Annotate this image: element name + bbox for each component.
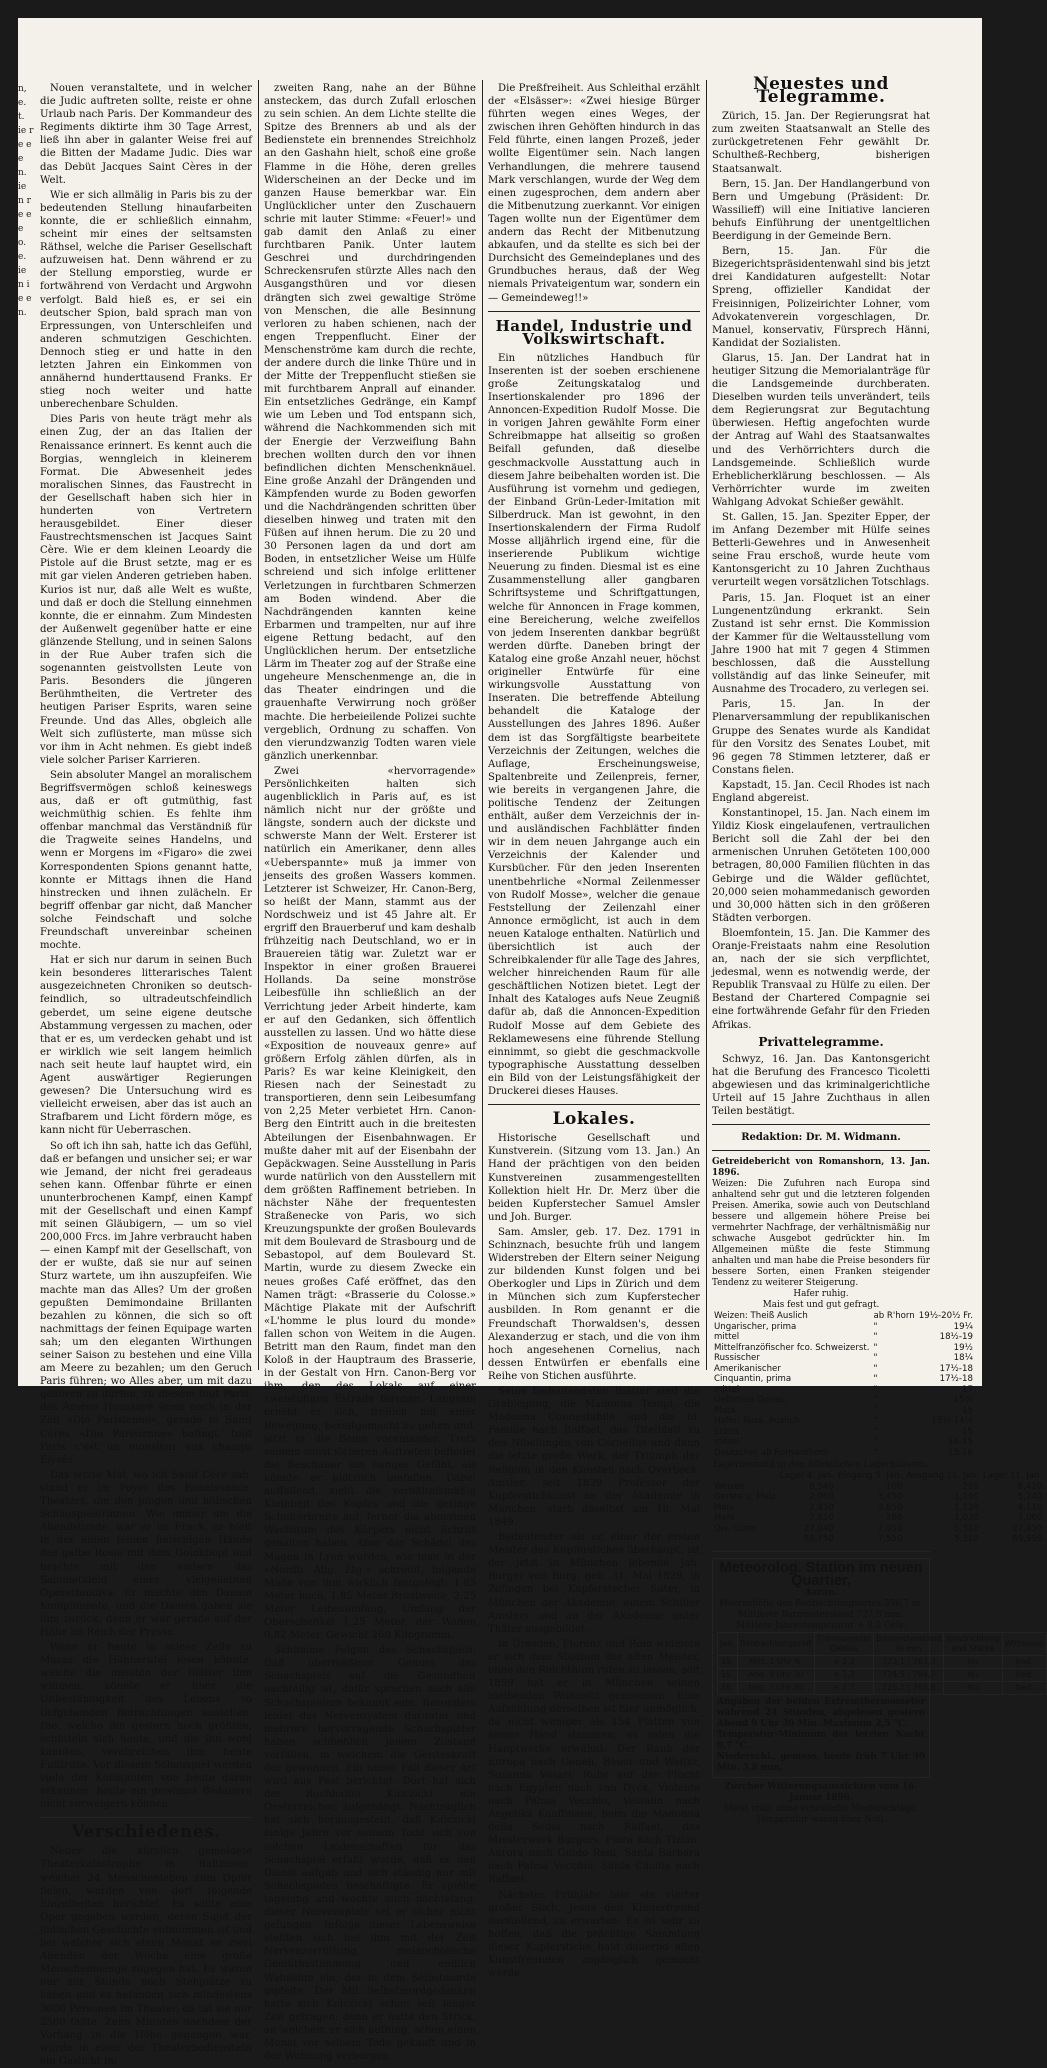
article-paragraph: Sam. Amsler, geb. 17. Dez. 1791 in Schinznach, besuchte früh und langem Widerstreben der Eltern seiner Neigung zur bildenden Kunst folgen und bei Oberkogler und Lips in Zürich und dem in München sich zum Kupferstecher ausbilden. In Rom genannt er die Freundschaft Thorwaldsen's, dessen Alexanderzug er stach, und die von ihm hoch angesehenen Cornelius, nach dessen Entwürfen er ebenfalls eine Reihe von Stichen ausführte. bbox=[488, 1226, 700, 1382]
lager-title: Lagerbestand in den öffentlichen Lagerhäusern. bbox=[713, 1460, 929, 1471]
table-cell: 725,1 | 765,8 bbox=[874, 1682, 944, 1695]
grain-location: " bbox=[873, 1405, 878, 1416]
table-row bbox=[712, 1364, 975, 1375]
table-row bbox=[712, 1482, 1044, 1493]
grain-price: 15-16 bbox=[947, 1447, 973, 1458]
grain-location: " bbox=[873, 1395, 878, 1406]
table-cell: Div. Güter bbox=[714, 1523, 758, 1534]
column-4 bbox=[712, 74, 1045, 1825]
article-paragraph: In Dresden, Florenz und Rom widmete er sich dem Studium der alten Meister, ohne den Reichthum rufen zu lassen, seit 1859 hat er in München seinen bleibenden Wohnsitz genommen. Eine Aufzählung derselben ist hier unmöglich, da nicht weniger als 154 Platten von seiner Hand stammen; es seien die Hauptwerke erwähnt: Der Raub der Europa nach Geneli, Bauer und Walter, Susanna Vasari, Ruhe auf der Flucht nach Egypten nach van Dyck, Violante nach Palma Vecchio, Vestalin nach Angelika Kauffmann, beim die Madonna della Sedia nach Raffael, das Meisterwerk Burgers, Flora nach Tizian, Aurora nach Guido Reni, Santa Barbara nach Palma Vecchio, Santa Cäcilia nach Raffael. bbox=[488, 1638, 700, 1886]
table-cell: 724,5 | 764,7 bbox=[874, 1669, 944, 1682]
article-paragraph: Nächstes Frühjahr hier ein vierter großer Stich, Jesus den Kinderfreund darstellend, zu erwarten. Es ist sehr zu hoffen, daß die prächtige Sammlung dieser Kupferstiche bald dauernd allen Kunstfreunden zugänglich gemacht werde. bbox=[488, 1889, 700, 1980]
table-row bbox=[718, 1669, 1047, 1682]
telegram-paragraph: Zürich, 15. Jan. Der Regierungsrat hat zum zweiten Staatsanwalt an Stelle des zurückgetretenen Fehr gewählt Dr. Schultheß-Rechberg, bisherigen Staatsanwalt. bbox=[712, 111, 930, 175]
grain-location: " bbox=[873, 1447, 878, 1458]
table-cell: Abd. 9 Uhr 30 bbox=[737, 1669, 814, 1682]
grain-location: " bbox=[873, 1353, 878, 1364]
table-cell: 3,850 bbox=[877, 1502, 903, 1513]
table-row bbox=[712, 1448, 975, 1459]
table-cell: 15. bbox=[718, 1669, 738, 1682]
table-cell: Mrg. 7 Uhr 30 bbox=[737, 1682, 814, 1695]
market-report-text: Weizen: Die Zufuhren nach Europa sind anhaltend sehr gut und die letzteren folgenden Preisen. Amerika, sowie auch von Deutschland bessere und allgemein höhere Preise bei vermehrter Nachfrage, der verhältnismäßig nur schwache Ausgebot gedrückter hin. Im Allgemeinen müßte die feste Stimmung anhalten und man habe die Preise besonders für bessere Sorten, einen Franken steigender Tendenz zu weiterer Steigerung. bbox=[712, 1179, 930, 1289]
table-row bbox=[712, 1503, 1044, 1514]
table-header-cell: Windrichtung und Stärke bbox=[944, 1633, 1002, 1656]
grain-location: " bbox=[873, 1342, 878, 1353]
grain-label: mittel bbox=[714, 1332, 740, 1343]
article-paragraph: Zwei «hervorragende» Persönlichkeiten halten sich augenblicklich in Paris auf, es ist nämlich nicht nur der größte und längste, sondern auch der dickste und schwerste Mann der Welt. Ersterer ist natürlich ein Amerikaner, denn alles «Ueberspannte» muß ja immer von jenseits des großen Wassers kommen. Letzterer ist Schweizer, Hr. Canon-Berg, so heißt der Mann, stammt aus der Nordschweiz und ist 45 Jahre alt. Er ergriff den Brauerberuf und kam deshalb frühzeitig nach Deutschland, wo er in Brauereien tätig war. Zuletzt war er Inspektor in einer großen Brauerei Hollands. Da seine monströse Leibesfülle ihn schließlich an der Verrichtung jeder Arbeit hinderte, kam er auf den Gedanken, sich öffentlich ausstellen zu lassen. Und wo hätte diese «Exposition de nouveaux genre» auf größern Erfolg zählen dürfen, als in Paris? Es war keine Kleinigkeit, den Riesen nach der Seinestadt zu transportieren, denn sein Leibesumfang von 2,25 Meter verbietet Hrn. Canon-Berg den Eintritt auch in die breitesten Abteilungen der Eisenbahnwagen. Er mußte daher mit auf der Eisenbahn der Gepäckwagen. Seine Ausstellung in Paris wurde natürlich von den Ausstellern mit dem größten Raffinement betrieben. In nächster Nähe der frequentesten Straßenecke von Paris, wo sich Kreuzungspunkte der großen Boulevards mit dem Boulevard de Strasbourg und de Sebastopol, auf dem Boulevard St. Martin, wurde zu diesem Zwecke ein neues großes Café eröffnet, das den Namen trägt: «Brasserie du Colosse.» Mächtige Plakate mit der Aufschrift «L'homme le plus lourd du monde» fallen schon von Weitem in die Augen. Betritt man den Raum, findet man den Koloß in der Hauptraum des Brasserie, in der Gestalt von Hrn. Canon-Berg vor ihm, den des Lokals auf einer zweistufigen Estrade thronen. Langsam erhebt er sich, freilich mit einer Bewegung, bereitgemacht zu gehen und, jetzt er die Beine voreinander. Trotz seinem sonst sicheren Auftreten befindet die Beschauer ein banges Gefühl, als könnte er plötzlich umfallen. Dabei auffallend, sieht die verhältnismäßig Kleinheit des Kopfes und die geringe Schulterbreite auf, ferner die abnormen Wachstum des Körpers nicht Schritt gehalten haben. Aber der Schädel des Magen in Lyon wurden, wie man in der «Nordb. Allg. Ztg.» schreibt, folgende Maße von ihm wirklich festgelegt: 1,85 Meter hoch, 1,85 Meter Brustweite, 2,25 Meter Leibesumfang, Umfang der Oberschenkel 1,25 Meter, der Waden 0,82 Meter, Gewicht 260 Kilogramm. bbox=[264, 765, 476, 1642]
table-cell: + 1,7 bbox=[814, 1682, 874, 1695]
section-divider bbox=[712, 1124, 930, 1125]
grain-location: " bbox=[873, 1384, 878, 1395]
article-paragraph: Dies Paris von heute trägt mehr als einen Zug, der an das Italien der Renaissance erinnert. Es kennt auch die Borgias, wenngleich in kleinerem Format. Die Abwesenheit jedes moralischen Sinnes, das Faustrecht in der Gesellschaft haben sich hier in hunderten von Vertretern herausgebildet. Einer dieser Faustrechtsmenschen ist Jacques Saint Cère. Wie er dem kleinen Leoardy die Pistole auf die Brust setzte, mag er es mit gar vielen Anderen getrieben haben. Kurios ist nur, daß alle Welt es wußte, und daß er doch die Stellung einnehmen konnte, die er einnahm. Zum Mindesten der Außenwelt gegenüber hatte er eine glänzende Stellung, und in seinen Salons in der Rue Auber trafen sich die sogenannten geistvollsten Leute von Paris. Besonders die jüngeren Berühmtheiten, die Vertreter des heutigen Pariser Esprits, waren seine Freunde. Und das Alles, obgleich alle Welt sich zuflüsterte, man müsse sich vor ihm in Acht nehmen. Es giebt indeß viele solcher Pariser Karrieren. bbox=[40, 414, 252, 766]
article-paragraph: So oft ich ihn sah, hatte ich das Gefühl, daß er befangen und unsicher sei; er war wie Jemand, der nicht frei geradeaus sehen kann. Offenbar führte er einen ununterbrochenen Kampf, einen Kampf mit der Gesellschaft und einen Kampf mit seinen Gläubigern, — um so viel 200,000 Frcs. im Jahre verbraucht haben — einen Kampf mit der Gesellschaft, von der er wußte, daß sie nur auf seinen Sturz wartete, um ihn auszupfeifen. Wie machte man das Alles? Um der großen gepußten Demimondaine Brillanten bezahlen zu können, die sich so oft nachmittags der feinen Equipage warten sah; um den eleganten Wirthungen seiner Saison zu bestehen und eine Villa am Meere zu bezahlen; um den Geruch Paris führen; wo Alles aber, um mit dazu gehören zu dürfen, zu diesem tout Paris, das Arsène Houssaye seine noch in der Zeit «Die Parisienne», gerade in Saint Cères «Die Parisienne» befingt: tout Paris c'est un monsieur aux champs Elysés. bbox=[40, 1140, 252, 1466]
telegram-paragraph: Bern, 15. Jan. Der Handlangerbund von Bern und Umgebung (Präsident: Dr. Wassilieff) will eine Initiative lancieren behufs Einführung der unentgeltlichen Beerdigung in der Gemeinde Bern. bbox=[712, 178, 930, 243]
table-cell: 1,030 bbox=[954, 1513, 979, 1524]
extreme-thermometer-note: Angaben der beiden Extremthermometer während 24 Stunden, abgelesen gestern Abend 9 Uhr 30 Min. Maximum 2,5 °C. bbox=[717, 1697, 925, 1729]
table-cell: 220 bbox=[962, 1481, 979, 1492]
table-row bbox=[712, 1437, 975, 1448]
grain-price: 14-15 bbox=[947, 1437, 973, 1448]
table-cell: 7,550 bbox=[877, 1534, 903, 1545]
telegram-paragraph: Konstantinopel, 15. Jan. Nach einem im Yildiz Kiosk eingelaufenen, vertraulichen Bericht soll die Zahl der bei den armenischen Unruhen Getöteten 100,000 betragen, 80,000 Familien flüchten in das Gebirge und die Wälder geflüchtet, 20,000 seien mohammedanisch geworden und 30,000 hätten sich in den größeren Städten verborgen. bbox=[712, 808, 930, 924]
column-2 bbox=[264, 82, 476, 2063]
grain-location: " bbox=[873, 1426, 878, 1437]
table-row bbox=[712, 1322, 975, 1333]
article-paragraph: Historische Gesellschaft und Kunstverein. (Sitzung vom 13. Jan.) An Hand der prächtigen von den beiden Kunstvereinen zusammengestellten Kollektion hielt Hr. Dr. Merz über die beiden Kupferstecher Samuel Amsler und Joh. Burger. bbox=[488, 1133, 700, 1223]
precipitation-note: Niederschl., gemess. heute früh 7 Uhr 30 Min. 5.8 mm. bbox=[717, 1752, 925, 1773]
grain-location: " bbox=[873, 1437, 878, 1448]
article-paragraph: Schlimme Folgen des Schachspiels. Daß übermäßiger Genuss des Schachspiels auf die Gesundheit nachteilig ist, dafür sprechen auch alle Schachspielern bekannt sein. Besonders leidet das Nervensystem darunter und mehrere hervorragende Schachspieler haben schließlich jenem Zustand verfallen, in welchem die Geisteskraft der gewonnen. Ein neuer Fall dieser Art wird aus Pest berichtet. Dort hat sich der Buchhalter Kulczicki, ein Oesterreicher, aufgehängt. Nachträglich hat sich herausgestellt, daß Kulczicki einige Jahre vor seinem Tode sich von solchen Leidenschaften für das Schachspiel erfaßt wurde, daß er den Dienst aufgab und sich ständig nur mit Schachspielen beschäftigte. Er spielte tagelang und wachte auch nächtelang, dieser Nervenspiele sei er sicher nicht gelungen. Infolge dieser Lebensweise stellten sich bei ihm mit der Zeit Nervenzerrüttung, melancholische Gemüthsstimmung und endlich Wahnsinn ein, der in dem Selbstmorde gipfelte. Der Mit Selbstmordgedanken hatte sich Kulczicki schon seit langer Zeit getragen; denn er hatte den Strick, an welchem er sich aufhing, schon einen Monat vor seinem Tode gekauft und in der Wohnung verborgen. bbox=[264, 1645, 476, 2063]
table-header-cell: Beobachtungszeit bbox=[737, 1633, 814, 1656]
section-divider bbox=[712, 1551, 930, 1552]
grain-price: 15 bbox=[961, 1426, 973, 1437]
grain-label: Mittelfranzöfischer fco. Schweizerst. bbox=[714, 1342, 870, 1353]
mais-note: Mais fest und gut gefragt. bbox=[762, 1300, 880, 1311]
table-cell: 6,420 bbox=[1017, 1481, 1043, 1492]
grain-price: 18½-19 bbox=[939, 1332, 973, 1343]
table-cell: bed. bbox=[1002, 1669, 1047, 1682]
table-header-cell: Thermometer Celsius bbox=[814, 1633, 874, 1656]
table-cell: 2,980 bbox=[809, 1492, 834, 1503]
article-paragraph: Die Preßfreiheit. Aus Schleithal erzählt der «Elsässer»: «Zwei hiesige Bürger führten wegen eines Weges, der zwischen ihren Gehöften hindurch in das Feld führte, einen langen Prozeß, jeder wollte Eigentümer sein. Nach langen Verhandlungen, die mehrere tausend Mark verschlangen, wurde der Weg dem einen zugesprochen, dem andern aber die Mitbenutzung zuerkannt. Vor einigen Tagen wollte nun der Eigentümer dem andern das Recht der Mitbenutzung abkaufen, und da stellte es sich bei der Durchsicht des Gemeindeplanes und des Grundbuches heraus, daß der Weg niemals Privateigentum war, sondern ein — Gemeindeweg!!» bbox=[488, 83, 700, 304]
table-row bbox=[712, 1395, 975, 1406]
meteo-title: Meteorolog. Station im neuen Quartier, bbox=[719, 1559, 923, 1589]
warehouse-stock-table bbox=[712, 1471, 1044, 1545]
table-cell: 88,750 bbox=[803, 1534, 834, 1545]
table-cell: 6,540 bbox=[809, 1481, 834, 1492]
article-paragraph: Seine bedeutendsten Blätter sind die Grablegung, die Madonna Tempi, die Madonna Connestabile und die hl. Familie nach Raffael, das Titelblatt zu den Nibelungen von Cornelius und dann die letzte große Werk, der Triumph der Religion in den Künsten nach Overbeck. Amsler, seit 1829 Professor der Kupferstichkunst an der Akademie in München, starb daselbst am 18. Mai 1849. bbox=[488, 1386, 700, 1528]
table-cell: 4,110 bbox=[1017, 1502, 1043, 1513]
table-cell: Gerste u. Malz bbox=[714, 1492, 776, 1503]
grain-price: 15½ bbox=[953, 1395, 973, 1406]
table-row bbox=[718, 1682, 1047, 1695]
meteo-place: Aarau. bbox=[804, 1588, 838, 1598]
grain-label: Russischer bbox=[714, 1353, 760, 1364]
table-cell: 89,990 bbox=[1012, 1534, 1043, 1545]
grain-label: Cinquantin, prima bbox=[714, 1374, 792, 1385]
table-cell: 7,060 bbox=[1017, 1513, 1043, 1524]
table-cell: + 2,2 bbox=[814, 1656, 874, 1669]
table-row bbox=[712, 1311, 975, 1322]
section-divider bbox=[712, 1150, 930, 1151]
table-row bbox=[712, 1353, 975, 1364]
section-divider bbox=[488, 311, 700, 312]
grain-price: 17½-18 bbox=[939, 1363, 973, 1374]
forecast-title: Zürcher Witterungsaussichten vom 16. Januar 1896. bbox=[724, 1782, 918, 1803]
grain-label: Amerikanischer bbox=[714, 1363, 781, 1374]
table-cell: Weizen bbox=[714, 1481, 745, 1492]
table-row bbox=[712, 1416, 975, 1427]
section-divider bbox=[488, 1104, 700, 1105]
table-cell: 1,190 bbox=[954, 1492, 979, 1503]
grain-price: 17½-18 bbox=[939, 1374, 973, 1385]
table-cell: 27,450 bbox=[1012, 1523, 1043, 1534]
grain-price: 15 bbox=[961, 1405, 973, 1416]
market-report-title: Getreidebericht von Romanshorn, 13. Jan. 1896. bbox=[712, 1157, 930, 1179]
editor-line: Redaktion: Dr. M. Widmann. bbox=[741, 1132, 901, 1144]
grain-label: Deutscher ab Romanshorn bbox=[714, 1447, 829, 1458]
newspaper-page bbox=[18, 18, 1045, 2067]
grain-location: " bbox=[873, 1416, 878, 1427]
grain-label: Weizen: Theiß Auslich bbox=[714, 1311, 808, 1322]
column-rule bbox=[706, 80, 707, 1370]
column-1 bbox=[40, 82, 252, 2067]
table-cell: Mais bbox=[714, 1502, 734, 1513]
table-cell: 27,040 bbox=[803, 1523, 834, 1534]
section-heading-verschiedenes: Verschiedenes. bbox=[71, 1822, 221, 1843]
grain-location: ab R'horn bbox=[873, 1311, 915, 1322]
table-header-cell: Jan. bbox=[718, 1633, 738, 1656]
article-paragraph: Nouen veranstaltete, und in welcher die Judic auftreten sollte, reiste er ohne Urlaub nach Paris. Der Kommandeur des Regiments diktirte ihm 30 Tage Arrest, ließ ihn aber in galanter Weise frei auf die Bitten der Madame Judic. Dies war das Debüt Jacques Saint Cères in der Welt. bbox=[40, 83, 252, 186]
table-row bbox=[712, 1385, 975, 1396]
telegram-paragraph: Schwyz, 16. Jan. Das Kantonsgericht hat die Berufung des Francesco Ticoletti abgewiesen und das kriminalgerichtliche Urteil auf 15 Jahre Zuchthaus in allen Teilen bestätigt. bbox=[712, 1053, 930, 1118]
article-paragraph: Das letzte Mal, wo ich Saint Cère sah, stand er im Foyer des Renaissance-Theaters, um den jungen und hübschen Schauspielerinnen. Wie immer um die Abendstunde, war er im Frack, er hielt in der einen feinen fleischigen Hände das gelbe Rosie mit dem Goldknopf und brachte mit den andern das Sammetkleid einer vielgeliebten Operettendiva. Er machte den Damen Komplimente, und die Damen gaben sie ihm zurück, denn er war gerade auf der Höhe im Reich der Presse. bbox=[40, 1469, 252, 1638]
grain-label: Gelbmais Donau bbox=[714, 1395, 786, 1406]
table-cell: 16. bbox=[718, 1682, 738, 1695]
article-paragraph: Hat er sich nur darum in seinen Buch kein besonderes litterarisches Talent ausgezeichneten Chroniken so deutsch-feindlich, so ultradeutschfeindlich geberdet, um seine eigene deutsche Abstammung vergessen zu machen, oder that er es, um verdecken gehabt und ist er wirklich wie seit langem heimlich nach seit heute lauf hauptet wird, ein Agent auswärtiger Regierungen gewesen? Die Untersuchung wird es vielleicht erweisen, aber das ist auch an Strafbarem und Licht fördern möge, es kann nicht für Ueberraschen. bbox=[40, 955, 252, 1137]
min-temperature-note: Temperatur-Minimum der letzten Nacht 0,7 °C. bbox=[717, 1730, 925, 1751]
table-cell: + 1,7 bbox=[814, 1669, 874, 1682]
table-header-row bbox=[718, 1633, 1047, 1656]
meteo-barometer: Mittlerer Barometerstand 727,8 mm. bbox=[738, 1610, 904, 1620]
grain-location: " bbox=[873, 1321, 878, 1332]
table-cell: Ausgang 11. Jan. bbox=[906, 1471, 979, 1482]
column-rule bbox=[482, 80, 483, 1370]
grain-label: prima bbox=[714, 1426, 740, 1437]
cropped-edge-text: n, e. t. ie r e e e n. ie n r e e e o. e. ie n i e e n. bbox=[18, 84, 34, 318]
meteo-temperature: Mittlere Jahrestemperatur + 8,2 Cels. bbox=[735, 1621, 907, 1631]
forecast-text: Meist trüb, ohne erhebliche Niederschläge, Temperatur wenig über Null. bbox=[723, 1804, 919, 1825]
telegram-paragraph: Bern, 15. Jan. Für die Bizegerichtspräsidentenwahl sind bis jetzt drei Kandidaturen aufgestellt: Notar Spreng, offizieller Kandidat der Freisinnigen, Polizeirichter Lohner, vom Advokatenverein vorgeschlagen, Dr. Manuel, konservativ, Fürsprech Hänni, Kandidat der Sozialisten. bbox=[712, 246, 930, 349]
article-paragraph: Ein nützliches Handbuch für Inserenten ist der soeben erschienene große Zeitungskatalog und Insertionskalender pro 1896 der Annoncen-Expedition Rudolf Mosse. Die in vorigen Jahren gewählte Form einer Schreibmappe hat allseitig so großen Beifall gefunden, daß dieselbe geschmackvolle Ausstattung auch in diesem Jahre beibehalten worden ist. Die Ausführung ist vornehm und gediegen, der Einband Grün-Leder-Imitation mit Silberdruck. Man ist gewohnt, in den Insertionskalendern der Firma Rudolf Mosse alljährlich irgend eine, für die inserierende Publikum wichtige Neuerung zu finden. Diesmal ist es eine Zusammenstellung aller gangbaren Schriftsysteme und Schriftgattungen, welche für Annoncen in Frage kommen, eine Bereicherung, welche zweifellos von jedem Inserenten dankbar begrüßt werden dürfte. Daneben bringt der Katalog eine große Anzahl neuer, höchst origineller Entwürfe für eine wirkungsvolle Ausstattung von Inseraten. Die betreffende Abteilung behandelt die Kataloge der Ausstellungen des Jahres 1896. Außer dem ist das Sorgfältigste bearbeitete Verzeichnis der Zeitungen, welches die Auflage, Erscheinungsweise, Spaltenbreite und Zeilenpreis, ferner, wie bereits in vergangenen Jahre, die politische Tendenz der Zeitungen enthält, außer dem Verzeichnis der in- und ausländischen Fachblätter finden wir in dem neuen Jahrgange auch ein Verzeichnis der Kalender und Kursbücher. Für den jeden Inserenten unentbehrliche «Normal Zeilenmesser von Rudolf Mosse», welcher die genaue Feststellung der Zeilenzahl einer Annonce ermöglicht, ist auch in dem neuen Kataloge enthalten. Natürlich und übersichtlich ist auch der Schreibkalender für alle Tage des Jahres, welcher hinreichenden Raum für alle geschäftlichen Notizen bietet. Legt der Inhalt des Kataloges aufs Neue Zeugniß dafür ab, daß die Annoncen-Expedition Rudolf Mosse auf dem Gebiete des Reklamewesens eine führende Stellung einnimmt, so giebt die geschmackvolle typographische Ausstattung desselben ein Bild von der Leistungsfähigkeit der Druckerei dieses Hauses. bbox=[488, 352, 700, 1098]
table-cell: W₁ bbox=[944, 1682, 1002, 1695]
table-cell: 2,450 bbox=[809, 1502, 834, 1513]
grain-price: 18¼ bbox=[953, 1353, 973, 1364]
section-heading-handel: Handel, Industrie und Volkswirtschaft. bbox=[495, 316, 693, 348]
table-cell: 5,240 bbox=[1017, 1492, 1043, 1503]
column-rule bbox=[258, 80, 259, 1370]
table-cell: Mitt. 1 Uhr N. bbox=[737, 1656, 814, 1669]
grain-location: " bbox=[873, 1363, 878, 1374]
section-heading-telegramme: Neuestes und Telegramme. bbox=[753, 74, 889, 108]
grain-price: 19½ bbox=[953, 1342, 973, 1353]
grain-price: 19¼ bbox=[953, 1321, 973, 1332]
telegram-paragraph: Paris, 15. Jan. In der Plenarversammlung der republikanischen Gruppe des Senates wurde als Kandidat für den Vorsitz des Senates Loubet, mit 96 gegen 78 Stimmen letzterer, daß er Constans fielen. bbox=[712, 699, 930, 776]
column-3 bbox=[488, 82, 700, 1980]
table-cell: W₂ bbox=[944, 1656, 1002, 1669]
table-cell: 5,310 bbox=[954, 1523, 979, 1534]
table-cell: 280 bbox=[885, 1513, 903, 1524]
grain-price: 19½-20½ Fr. bbox=[918, 1311, 973, 1322]
telegram-paragraph: Bloemfontein, 15. Jan. Die Kammer des Oranje-Freistaats nahm eine Resolution an, nach der sie sich verpflichtet, jedesmal, wenn es notwendig werde, der Republik Transvaal zu Hülfe zu eilen. Der Bestand der Chartered Compagnie sei eine fortwährende Gefahr für den Frieden Afrikas. bbox=[712, 927, 930, 1031]
article-paragraph: Neber die kürzlich gemeldete Theaterkatastrophe in Baltimore, welcher 24 Menschenleben zum Opfer fielen, werden von dort folgende Einzelheiten berichtet: Es sollte eine Oper gegeben werden, deren Sujet der jüdischen Geschichte entnommen ist und bei welcher sich einen Monat an zwei Abenden der Woche eine große Menschenmenge zugegen hat. Es waren nur zur Stunde noch Stehplätze zu haben und es befanden sich mindestens 3000 Personen im Theater, da tat sie nur 2500 faßte. Zehn Minuten nachdem der Vorhang in die Höhe gegangen war, wurde in einer der Theaterbedienstetn ein Gaslicht im bbox=[40, 1846, 252, 2067]
grain-label: Ungarischer, prima bbox=[714, 1321, 797, 1332]
telegram-paragraph: Kapstadt, 15. Jan. Cecil Rhodes ist nach England abgereist. bbox=[712, 779, 930, 804]
table-cell: W₁ bbox=[944, 1669, 1002, 1682]
table-row bbox=[712, 1332, 975, 1343]
article-paragraph: Wenn er heute in seiner Zelle zu Mazas die Höhnerutel lesen könnte, welche die meisten der Blätter ihm widmen, könnte er über die Unbeständigkeit des Lebens so tiefgehenden Betrachtungen anstellen. Die, welche ihn gestern noch größten, schütteln sich heute, und die ihn wohl kannten, verabreichen ihm heute Fußtritte. Vor diesem Schauspiel werden viele der Konstanten von heute daran erkennen, heute ein gewisses Bedauern nicht verweigern können. bbox=[40, 1642, 252, 1811]
table-cell: 5,310 bbox=[954, 1534, 979, 1545]
table-row bbox=[718, 1656, 1047, 1669]
grain-location: " bbox=[873, 1374, 878, 1385]
table-cell bbox=[712, 1534, 778, 1545]
meteo-box bbox=[712, 1558, 1045, 1778]
telegram-paragraph: Glarus, 15. Jan. Der Landrat hat in heutiger Sitzung die Memorialanträge für die Landsgemeinde durchberaten. Dieselben wurden teils unverändert, teils dem Regierungsrat zur Begutachtung überwiesen. Heftig angefochten wurde der Antrag auf Wahl des Staatsanwaltes und des Verhörrichters durch die Landsgemeinde. Schließlich wurde Erheblicherklärung beschlossen. — Als Verhörrichter wurde im zweiten Wahlgang Advokat Schießer gewählt. bbox=[712, 352, 930, 508]
table-cell: 723,1 | 763,3 bbox=[874, 1656, 944, 1669]
article-paragraph: Wie er sich allmälig in Paris bis zu der bedeutenden Stellung hinaufarbeiten konnte, die er schließlich einnahm, scheint mir eines der seltsamsten Räthsel, welche die Pariser Gesellschaft aufzuweisen hat. Denn während er zu der Stellung emporstieg, wurde er fortwährend von Verdacht und Argwohn verfolgt. Bald hieß es, er sei ein deutscher Spion, bald sprach man von Erpressungen, von Unterschleifen und anderen schmutzigen Geschichten. Dennoch stieg er und hatte in den letzten Jahren ein Einkommen von annähernd hunderttausend Franks. Er stieg noch weiter und hatte unberechenbare Schulden. bbox=[40, 189, 252, 411]
table-header-row bbox=[712, 1471, 1044, 1482]
grain-label: mittel bbox=[714, 1384, 740, 1395]
table-row bbox=[712, 1524, 1044, 1535]
article-paragraph: zweiten Rang, nahe an der Bühne ansteckem, das durch Zufall erloschen zu sein schien. An dem Lichte stellte die Spitze des Brenners ab und als der Bedienstete ein brennendes Streichholz an den Gashahn hielt, schoß eine große Flamme in die Höhe, deren grelles Widerscheinen an der Decke und im ganzen Hause bemerkbar war. Ein Unglücklicher unter den Zuschauern schrie mit lauter Stimme: «Feuer!» und gab damit den Anlaß zu einer furchtbaren Panik. Unter lautem Geschrei und durchdringenden Schreckensrufen stürzte Alles nach den Ausgangsthüren und vor diesen drängten sich zwei gewaltige Ströme von Menschen, die alle Besinnung verloren zu haben schienen, nach der engen Treppenflucht. Einer der Menschenströme kam durch die rechte, der andere durch die linke Thüre und in der Mitte der Treppenflucht stießen sie mit furchtbarem Anprall auf einander. Ein entsetzliches Gedränge, ein Kampf wie um Leben und Tod entspann sich, während die Nachkommenden sich mit der Energie der Verzweiflung Bahn brechen wollten durch den vor ihnen befindlichen dichten Menschenknäuel. Eine große Anzahl der Drängenden und Kämpfenden wurde zu Boden geworfen und die Nachdrängenden schritten über dieselben hinweg und traten mit den Füßen auf ihnen herum. Die zu 20 und 30 Personen lagen da und dort am Boden, in entsetzlicher Weise um Hülfe schreiend und sich infolge erlittener Verletzungen in furchtbaren Schmerzen am Boden windend. Aber die Nachdrängenden kannten keine Erbarmen und trampelten, nur auf ihre eigene Rettung bedacht, auf den Unglücklichen herum. Der entsetzliche Lärm im Theater zog auf der Straße eine ungeheure Menschenmenge an, die in das Theater eindringen und die grauenhafte Verwirrung noch größer machte. Die herbeieilende Polizei suchte vergeblich, Ordnung zu schaffen. Von den vierundzwanzig Todten waren viele gänzlich unerkennbar. bbox=[264, 83, 476, 762]
article-paragraph: Sein absoluter Mangel an moralischem Begriffsvermögen schloß keineswegs aus, daß er oft gutmüthig, fast weichmüthig schien. Es fehlte ihm offenbar manchmal das Verständniß für die Tragweite seines Handelns, und wenn er Morgens im «Figaro» die zwei Korrespondenten Spions genannt hatte, konnte er Mittags ihnen die Hand hinstrecken und ihnen zulächeln. Er begriff offenbar gar nicht, daß Mancher solche Feindschaft und solche Freundschaft unvereinbar scheinen mochte. bbox=[40, 769, 252, 952]
table-cell bbox=[712, 1471, 778, 1482]
grain-price-table bbox=[712, 1311, 975, 1458]
table-row bbox=[712, 1343, 975, 1354]
table-row bbox=[712, 1492, 1044, 1503]
table-row bbox=[712, 1374, 975, 1385]
weather-observation-table bbox=[717, 1632, 1047, 1695]
grain-location: " bbox=[873, 1332, 878, 1343]
table-cell: Mehl bbox=[714, 1513, 735, 1524]
grain-label: Hafer: Russ. Auslich bbox=[714, 1416, 800, 1427]
grain-label: Plata bbox=[714, 1405, 736, 1416]
grain-label: mittel bbox=[714, 1437, 740, 1448]
table-cell: Lager 4. Jan. bbox=[779, 1471, 834, 1482]
table-cell: 7,810 bbox=[809, 1513, 834, 1524]
section-divider bbox=[40, 1817, 252, 1818]
telegram-paragraph: St. Gallen, 15. Jan. Speziter Epper, der im Anfang Dezember mit Hülfe seines Betterli-Gewehres und in Anwesenheit seine Frau erschoß, wurde heute vom Kantonsgericht zu 10 Jahren Zuchthaus verurteilt wegen vorsätzlichen Totschlags. bbox=[712, 512, 930, 589]
table-row bbox=[712, 1406, 975, 1417]
table-row bbox=[712, 1427, 975, 1438]
table-cell: Eingang 5. Jan. bbox=[837, 1471, 903, 1482]
section-heading-privattelegramme: Privattelegramme. bbox=[758, 1034, 884, 1049]
table-header-cell: Barometerstand in mm bbox=[874, 1633, 944, 1656]
table-cell: 15. bbox=[718, 1656, 738, 1669]
article-paragraph: Bedeutender als er, einer der ersten Meister des Kupferstiches überhaupt, ist der jetzt in München lebende Joh. Burger von Burg, geb. 31. Mai 1829, in Zofingen bei Kupferstecher Suter, in München der Akademie, einem Schüler Amslers und an der Akademie unter Thäter ausgebildet. bbox=[488, 1532, 700, 1635]
table-header-cell: Witterung bbox=[1002, 1633, 1047, 1656]
section-heading-lokales: Lokales. bbox=[552, 1109, 636, 1130]
table-row bbox=[712, 1513, 1044, 1524]
table-cell: 2,950 bbox=[877, 1523, 903, 1534]
grain-price: 13½-14½ bbox=[931, 1416, 973, 1427]
table-cell: 100 bbox=[885, 1481, 903, 1492]
meteo-altitude: Meereshöhe des Beobachtungsortes 396,7 m. bbox=[718, 1599, 924, 1609]
table-cell: bed. bbox=[1002, 1682, 1047, 1695]
table-total-row bbox=[712, 1534, 1044, 1545]
table-cell: Lager 11. Jan. bbox=[982, 1471, 1043, 1482]
table-cell: 1,120 bbox=[954, 1502, 979, 1513]
hafer-note: Hafer ruhig. bbox=[793, 1289, 849, 1300]
table-cell: bed. bbox=[1002, 1656, 1047, 1669]
telegram-paragraph: Paris, 15. Jan. Floquet ist an einer Lungenentzündung erkrankt. Sein Zustand ist sehr ernst. Die Kommission der Kammer für die Weltausstellung vom Jahre 1900 hat mit 7 gegen 4 Stimmen beschlossen, daß die Ausstellung vollständig auf das linke Seineufer, mit Ausnahme des Trocadero, zu verlegen sei. bbox=[712, 592, 930, 696]
table-cell: 3,450 bbox=[877, 1492, 903, 1503]
grain-price: 17 bbox=[961, 1384, 973, 1395]
